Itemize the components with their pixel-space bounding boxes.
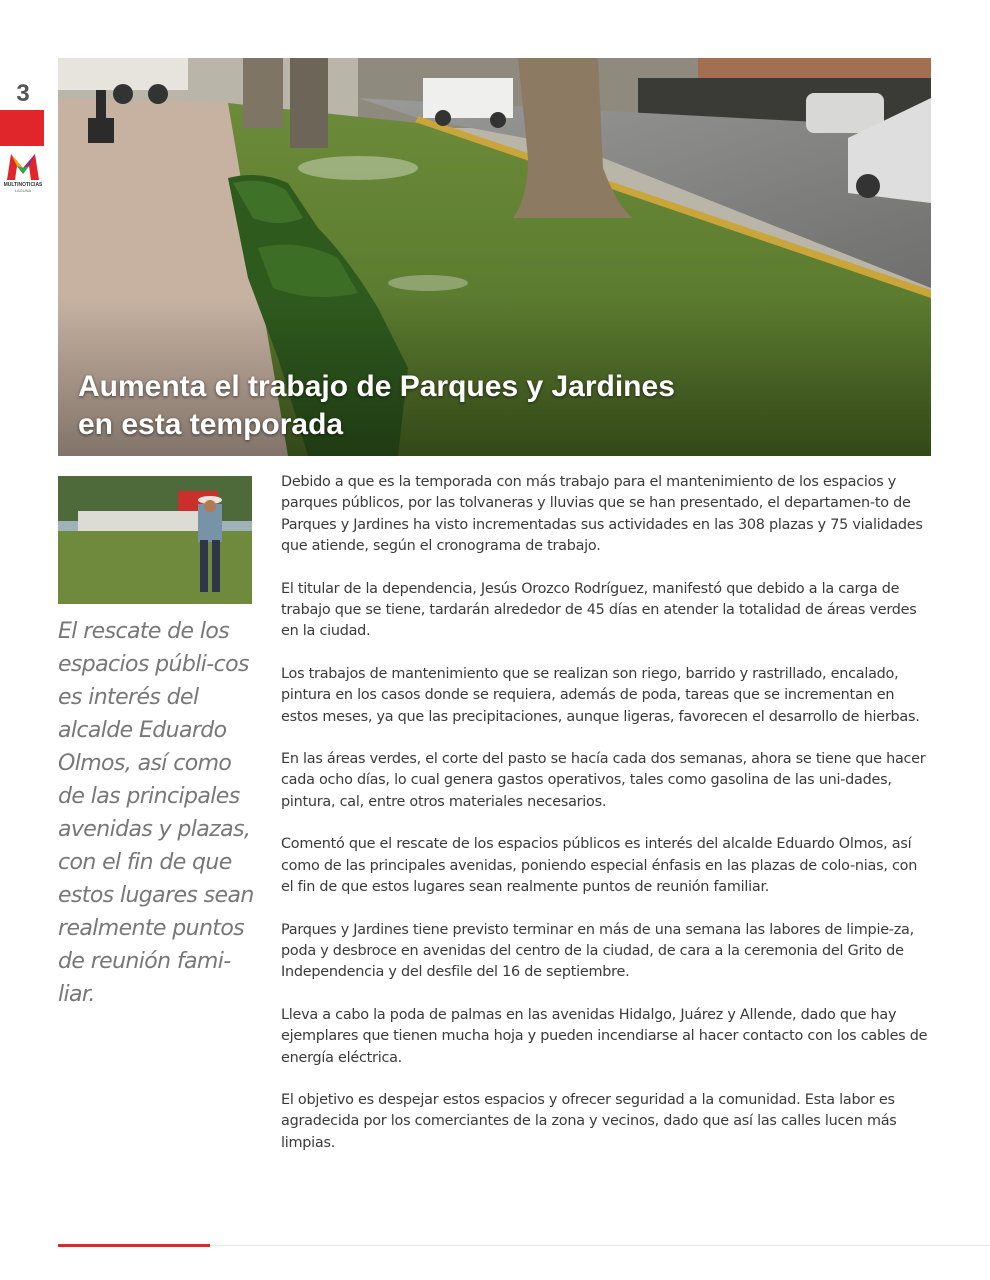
footer-accent: [58, 1244, 210, 1247]
brand-subname: LAGUNA: [14, 188, 32, 193]
brand-name: MULTINOTICIAS: [3, 182, 43, 188]
article-body: [281, 472, 933, 1175]
page-number: 3: [16, 80, 30, 107]
headline-line-1: Aumenta el trabajo de Parques y Jardines: [78, 370, 675, 403]
article-paragraph: Parques y Jardines tiene previsto terminar en más de una semana las labores de limpie-za, poda y desbroce en avenidas del centro de la ciudad, de cara a la ceremonia del Grito de Independencia y del desfile del 16 de septiembre.: [281, 921, 914, 981]
hero-photo: [58, 58, 931, 456]
article-paragraph: Los trabajos de mantenimiento que se realizan son riego, barrido y rastrillado, encalado, pintura en los casos donde se requiera, además de poda, tareas que se incrementan en estos meses, ya que las precipitaciones, aunque ligeras, favorecen el desarrollo de hierbas.: [281, 665, 920, 725]
inset-photo: [58, 476, 252, 604]
article-paragraph: Debido a que es la temporada con más trabajo para el mantenimiento de los espacios y parques públicos, por las tolvaneras y lluvias que se han presentado, el departamen-to de Parques y Jardines ha visto incrementadas sus actividades en las 308 plazas y 75 vialidades que atiende, según el cronograma de trabajo.: [281, 474, 923, 555]
section-tab: [0, 110, 44, 146]
footer-rule: [210, 1245, 990, 1246]
article-paragraph: El objetivo es despejar estos espacios y ofrecer seguridad a la comunidad. Esta labor es agradecida por los comerciantes de la zona y vecinos, dado que así las calles lucen más limpias.: [281, 1091, 897, 1151]
headline: [78, 368, 858, 444]
article-paragraph: Lleva a cabo la poda de palmas en las avenidas Hidalgo, Juárez y Allende, dado que hay ejemplares que tienen mucha hoja y pueden incendiarse al hacer contacto con los cables de energía eléctrica.: [281, 1006, 928, 1066]
article-paragraph: El titular de la dependencia, Jesús Orozco Rodríguez, manifestó que debido a la carga de trabajo que se tiene, tardarán alrededor de 45 días en atender la totalidad de áreas verdes en la ciudad.: [281, 580, 917, 640]
article-paragraph: En las áreas verdes, el corte del pasto se hacía cada dos semanas, ahora se tiene que hacer cada ocho días, lo cual genera gastos operativos, tales como gasolina de las uni-dades, pintura, cal, entre otros materiales necesarios.: [281, 751, 926, 810]
pull-quote: El rescate de los espacios públi-cos es interés del alcalde Eduardo Olmos, así como de las principales avenidas y plazas, con el fin de que estos lugares sean realmente puntos de reunión fami-liar.: [58, 619, 254, 1007]
article-paragraph: Comentó que el rescate de los espacios públicos es interés del alcalde Eduardo Olmos, así como de las principales avenidas, poniendo especial énfasis en las plazas de colo-nias, con el fin de que estos lugares sean realmente puntos de reunión familiar.: [281, 836, 918, 896]
headline-line-2: en esta temporada: [78, 408, 344, 441]
